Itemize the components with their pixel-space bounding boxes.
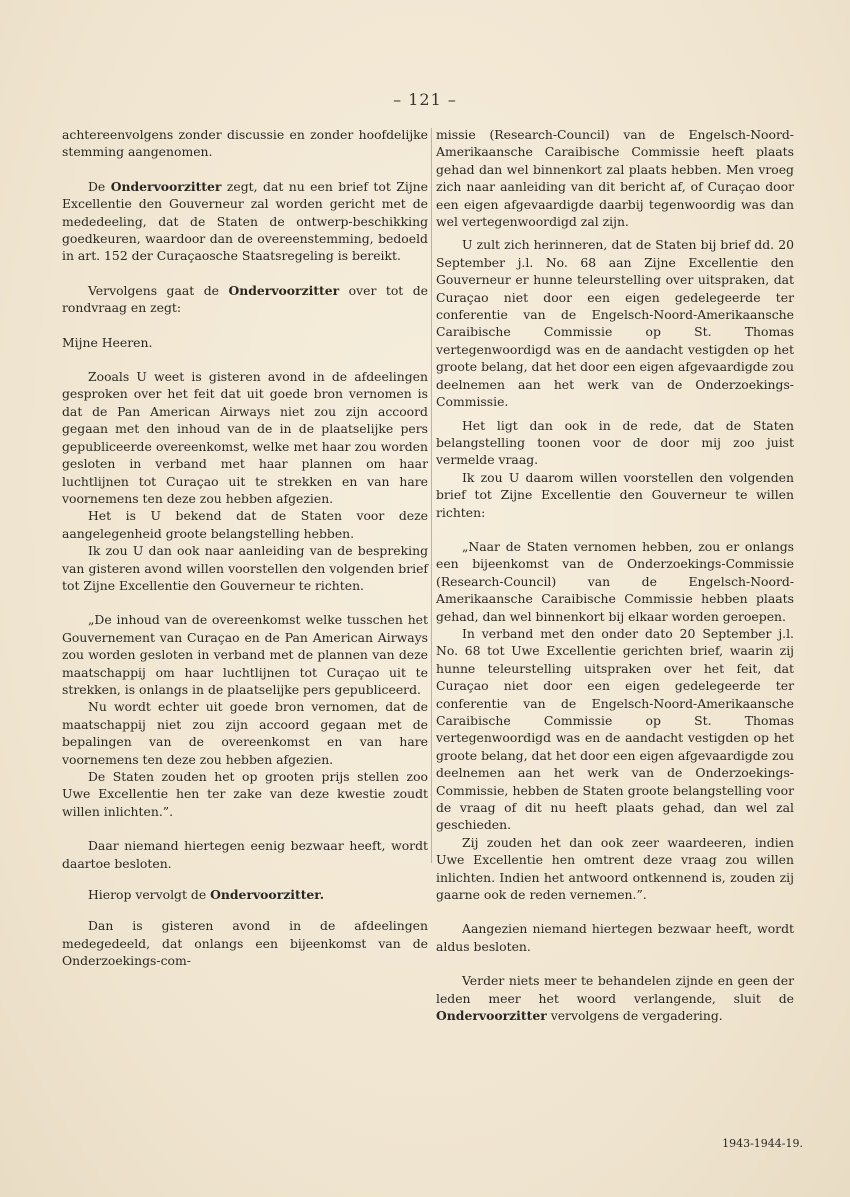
paragraph: Dan is gisteren avond in de afdeelingen medegedeeld, dat onlangs een bijeenkomst van de Onderzoekings-com- — [62, 918, 428, 969]
paragraph: Het is U bekend dat de Staten voor deze aangelegenheid groote belangstelling hebben. — [62, 508, 428, 541]
quoted-letter-paragraph: Nu wordt echter uit goede bron vernomen, dat de maatschappij niet zou zijn accoord gegaan met de bepalingen van de overeenkomst en van hare voornemens ten deze zou hebben afgezien. — [62, 699, 428, 767]
paragraph: Zooals U weet is gisteren avond in de afdeelingen gesproken over het feit dat uit goede bron vernomen is dat de Pan American Airways niet zou zijn accoord gegaan met den inhoud van de in de plaatselijke pers gepubliceerde overeenkomst, welke met haar zou worden gesloten in verband met haar plannen om haar luchtlijnen tot Curaçao uit te strekken en van hare voornemens ten deze zou hebben afgezien. — [62, 369, 428, 506]
column-divider — [431, 128, 432, 863]
paragraph: achtereenvolgens zonder discussie en zonder hoofdelijke stemming aangenomen. — [62, 127, 428, 160]
paragraph: Verder niets meer te behandelen zijnde en geen der leden meer het woord verlangende, sluit de Ondervoorzitter vervolgens de vergadering. — [436, 973, 794, 1024]
quoted-letter-paragraph: Zij zouden het dan ook zeer waardeeren, indien Uwe Excellentie hen omtrent deze vraag zou willen inlichten. Indien het antwoord ontkennend is, zouden zij gaarne ook de reden vernemen.”. — [436, 834, 794, 903]
paragraph: De Ondervoorzitter zegt, dat nu een brief tot Zijne Excellentie den Gouverneur zal worden gericht met de mededeeling, dat de Staten de ontwerp-beschikking goedkeuren, waardoor dan de overeenstemming, bedoeld in art. 152 der Curaçaosche Staatsregeling is bereikt. — [62, 178, 428, 264]
paragraph: Ik zou U dan ook naar aanleiding van de bespreking van gisteren avond willen voorstellen den volgenden brief tot Zijne Excellentie den Gouverneur te richten. — [62, 543, 428, 593]
quoted-letter-paragraph: In verband met den onder dato 20 September j.l. No. 68 tot Uwe Excellentie gerichten brief, waarin zij hunne teleurstelling uitspraken over het feit, dat Curaçao niet door een eigen gedelegeerde ter conferentie van de Engelsch-Noord-Amerikaansche Caraibische Commissie op St. Thomas vertegenwoordigd was en de aandacht vestigden op het groote belang, dat het door een eigen afgevaardigde zou deelnemen aan het werk van de Onderzoekings-Commissie, hebben de Staten groote belangstelling voor de vraag of dit nu heeft plaats gehad, dan wel zal geschieden. — [436, 625, 794, 833]
paragraph: U zult zich herinneren, dat de Staten bij brief dd. 20 September j.l. No. 68 aan Zijne Excellentie den Gouverneur er hunne teleurstelling over uitspraken, dat Curaçao niet door een eigen gedelegeerde ter conferentie van de Engelsch-Noord-Amerikaansche Caraibische Commissie op St. Thomas vertegenwoordigd was en de aandacht vestigden op het groote belang, dat het door een eigen afgevaardigde zou deelnemen aan het werk van de Onderzoekings-Commissie. — [436, 237, 794, 410]
paragraph: missie (Research-Council) van de Engelsch-Noord-Amerikaansche Caraibische Commissie heeft plaats gehad dan wel binnenkort zal plaats hebben. Men vroeg zich naar aanleiding van dit bericht af, of Curaçao door een eigen afgevaardigde daarbij tegenwoordig was dan wel vertegenwoordigd zal zijn. — [436, 127, 794, 230]
document-code: 1943-1944-19. — [722, 1137, 803, 1150]
quoted-letter-paragraph: „De inhoud van de overeenkomst welke tusschen het Gouvernement van Curaçao en de Pan American Airways zou worden gesloten in verband met de plannen van deze maatschappij om haar luchtlijnen tot Curaçao uit te strekken, is onlangs in de plaatselijke pers gepubliceerd. — [62, 612, 428, 697]
salutation: Mijne Heeren. — [62, 334, 153, 350]
paragraph: Hierop vervolgt de Ondervoorzitter. — [88, 887, 325, 903]
quoted-letter-paragraph: „Naar de Staten vernomen hebben, zou er onlangs een bijeenkomst van de Onderzoekings-Commissie (Research-Council) van de Engelsch-Noord-Amerikaansche Caraibische Commissie hebben plaats gehad, dan wel binnenkort bij elkaar worden geroepen. — [436, 538, 794, 624]
paragraph: Vervolgens gaat de Ondervoorzitter over tot de rondvraag en zegt: — [62, 282, 429, 316]
paragraph: Het ligt dan ook in de rede, dat de Staten belangstelling toonen voor de door mij zoo juist vermelde vraag. — [436, 417, 794, 468]
paragraph: Daar niemand hiertegen eenig bezwaar heeft, wordt daartoe besloten. — [62, 838, 428, 871]
left-column — [62, 126, 428, 970]
quoted-letter-paragraph: De Staten zouden het op grooten prijs stellen zoo Uwe Excellentie hen ter zake van deze kwestie zoudt willen inlichten.”. — [62, 769, 428, 819]
page-number: – 121 – — [393, 90, 457, 109]
right-column — [436, 126, 794, 1025]
paragraph: Aangezien niemand hiertegen bezwaar heeft, wordt aldus besloten. — [436, 921, 794, 954]
paragraph: Ik zou U daarom willen voorstellen den volgenden brief tot Zijne Excellentie den Gouverneur te willen richten: — [436, 469, 794, 520]
